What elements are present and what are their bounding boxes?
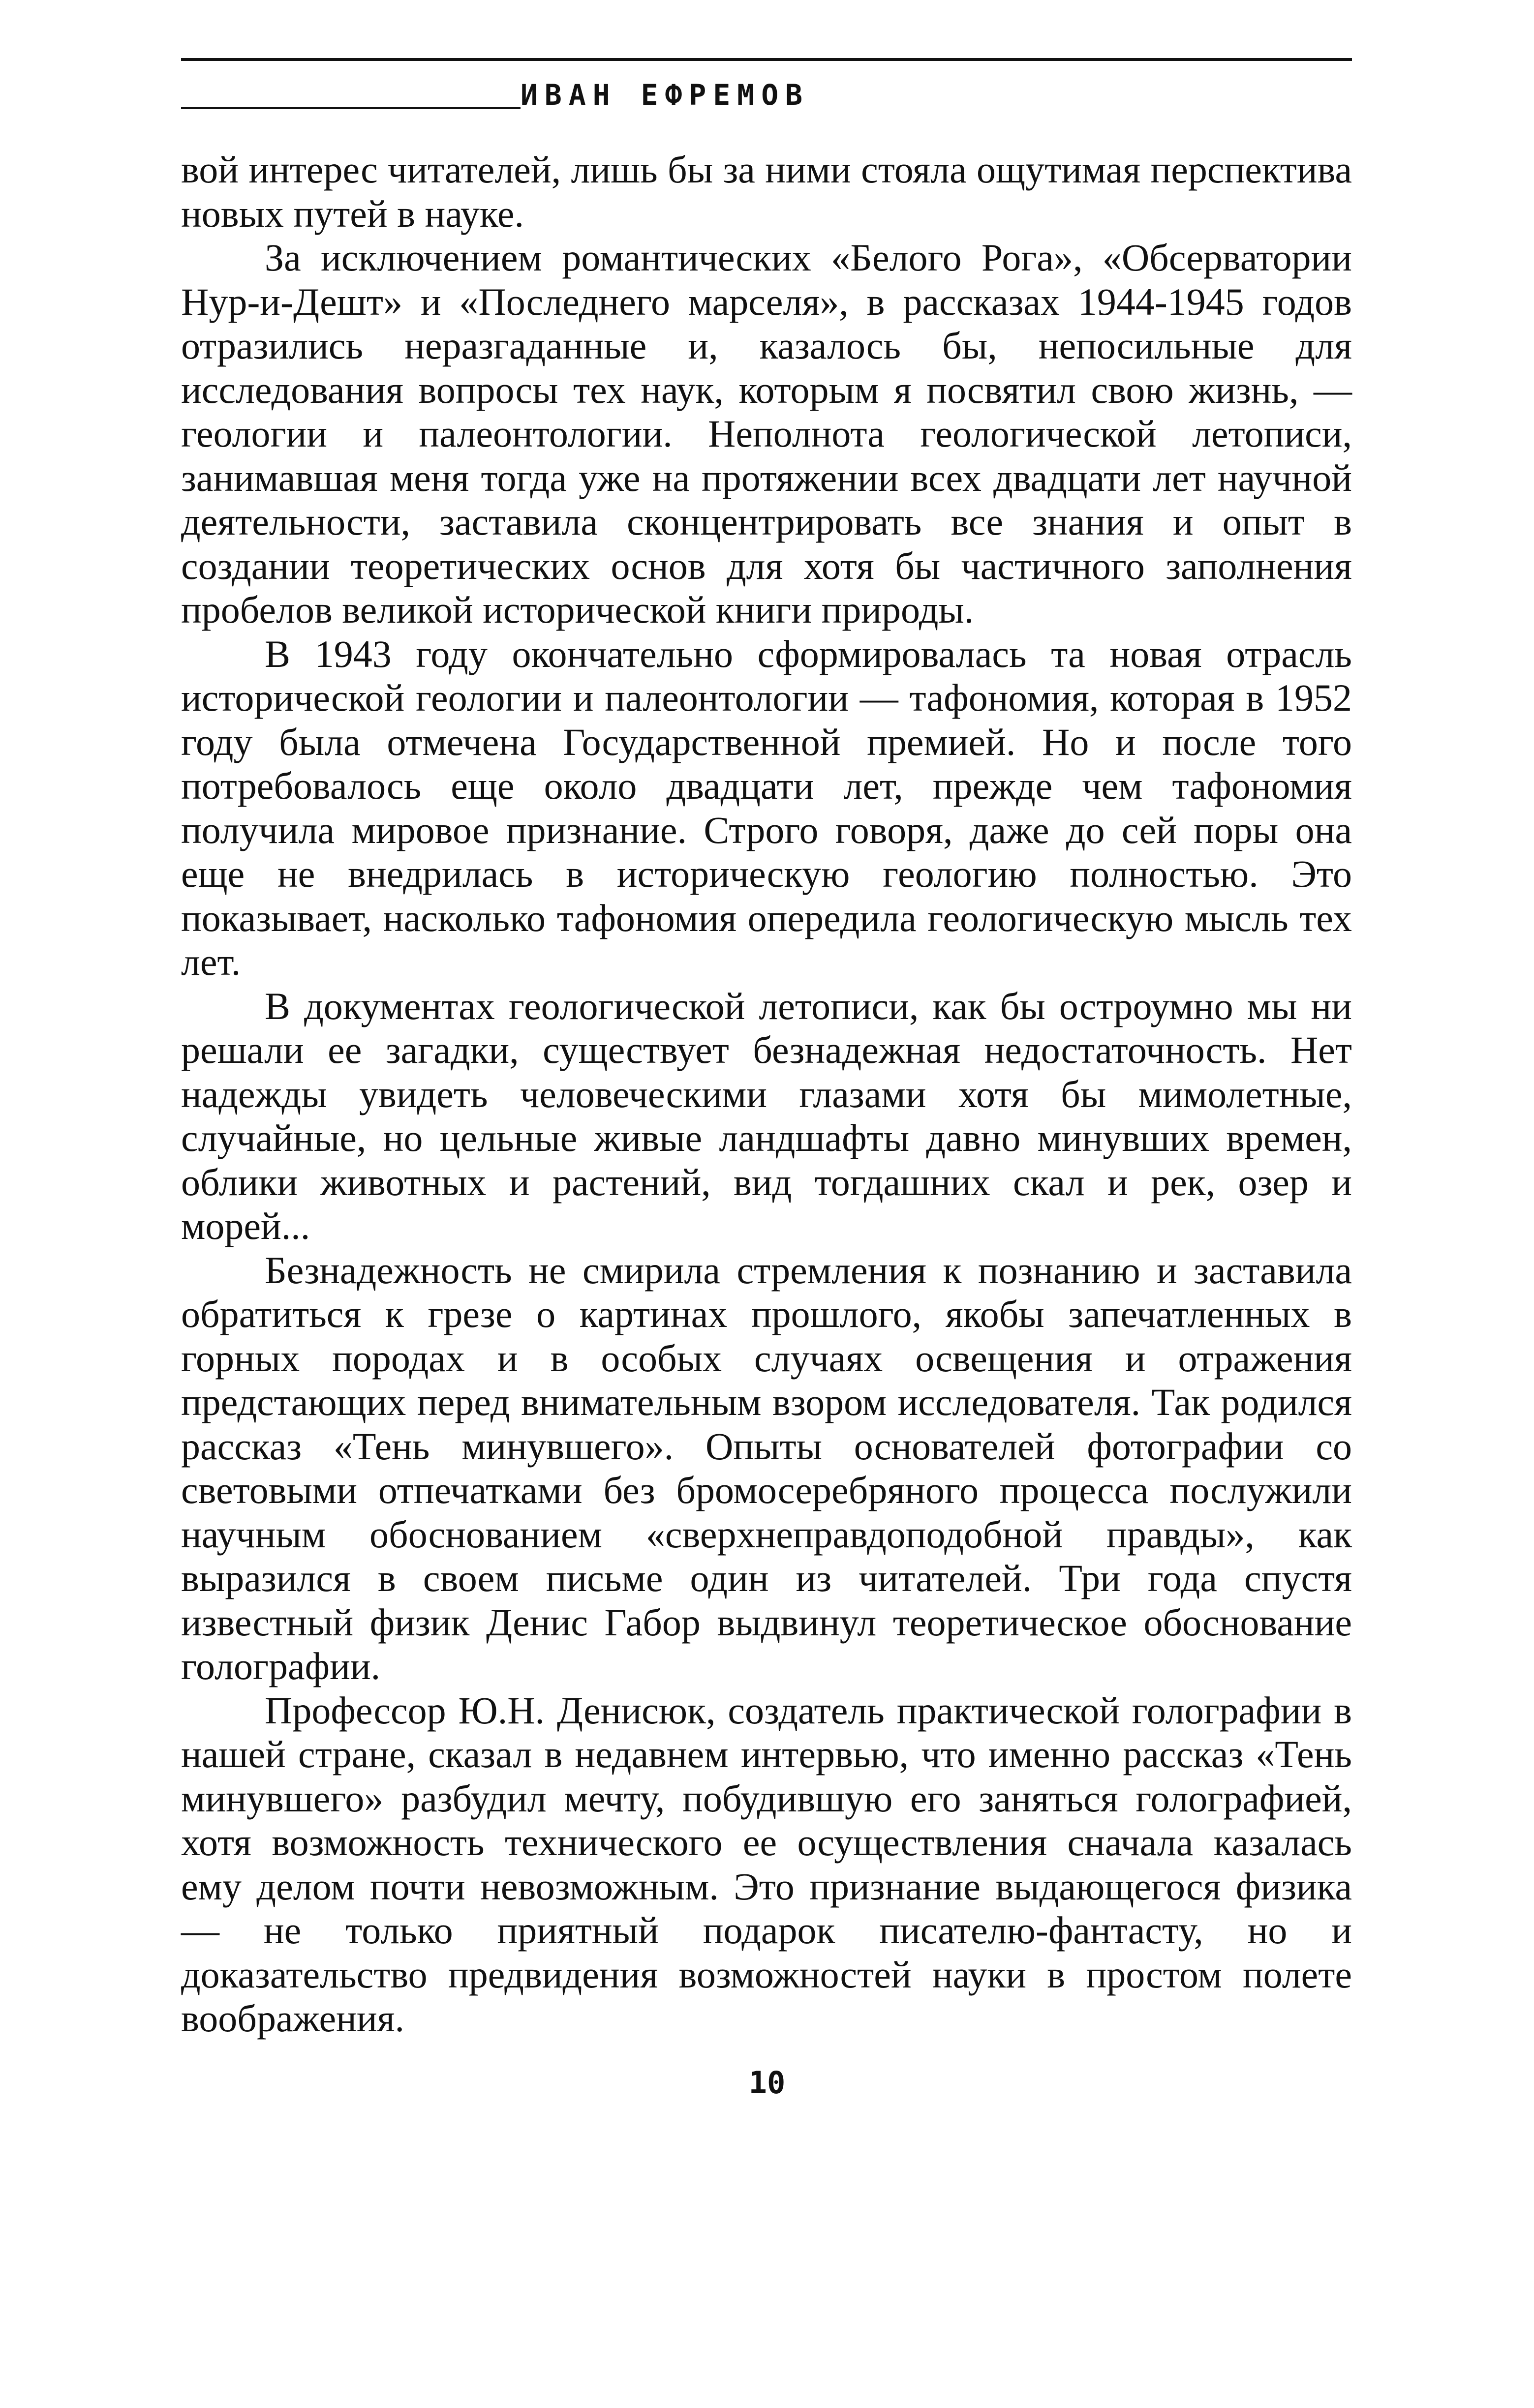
running-title: ИВАН ЕФРЕМОВ — [521, 78, 810, 112]
running-header — [181, 58, 1352, 122]
paragraph-continued: вой интерес читателей, лишь бы за ними стояла ощутимая перспектива новых путей в науке. — [181, 148, 1352, 235]
page-number: 10 — [748, 2065, 786, 2101]
paragraph: За исключением романтических «Белого Рога», «Обсерватории Нур-и-Дешт» и «Последнего марселя», в рассказах 1944-1945 годов отразились неразгаданные и, казалось бы, непосильные для исследования вопросы тех наук, которым я посвятил свою жизнь, — геологии и палеонтологии. Неполнота геологической летописи, занимавшая меня тогда уже на протяжении всех двадцати лет научной деятельности, заставила сконцентрировать все знания и опыт в создании теоретических основ для хотя бы частичного заполнения пробелов великой исторической книги природы. — [181, 236, 1352, 631]
body-text — [181, 148, 1352, 2041]
paragraph: Профессор Ю.Н. Денисюк, создатель практической голографии в нашей стране, сказал в недавнем интервью, что именно рассказ «Тень минувшего» разбудил мечту, побудившую его заняться голографией, хотя возможность технического ее осуществления сначала казалась ему делом почти невозможным. Это признание выдающегося физика — не только приятный подарок писателю-фантасту, но и доказательство предвидения возможностей науки в простом полете воображения. — [181, 1688, 1352, 2040]
header-left-rule — [181, 107, 521, 109]
paragraph: В 1943 году окончательно сформировалась та новая отрасль исторической геологии и палеонтологии — тафономия, которая в 1952 году была отмечена Государственной премией. Но и после того потребовалось еще около двадцати лет, прежде чем тафономия получила мировое признание. Строго говоря, даже до сей поры она еще не внедрилась в историческую геологию полностью. Это показывает, насколько тафономия опередила геологическую мысль тех лет. — [181, 632, 1352, 983]
paragraph: Безнадежность не смирила стремления к познанию и заставила обратиться к грезе о картинах прошлого, якобы запечатленных в горных породах и в особых случаях освещения и отражения предстающих перед внимательным взором исследователя. Так родился рассказ «Тень минувшего». Опыты основателей фотографии со световыми отпечатками без бромосеребряного процесса послужили научным обоснованием «сверхнеправдоподобной правды», как выразился в своем письме один из читателей. Три года спустя известный физик Денис Габор выдвинул теоретическое обоснование голографии. — [181, 1248, 1352, 1687]
header-top-rule — [181, 58, 1352, 61]
paragraph: В документах геологической летописи, как бы остроумно мы ни решали ее загадки, существует безнадежная недостаточность. Нет надежды увидеть человеческими глазами хотя бы мимолетные, случайные, но цельные живые ландшафты давно минувших времен, облики животных и растений, вид тогдашних скал и рек, озер и морей... — [181, 984, 1352, 1247]
